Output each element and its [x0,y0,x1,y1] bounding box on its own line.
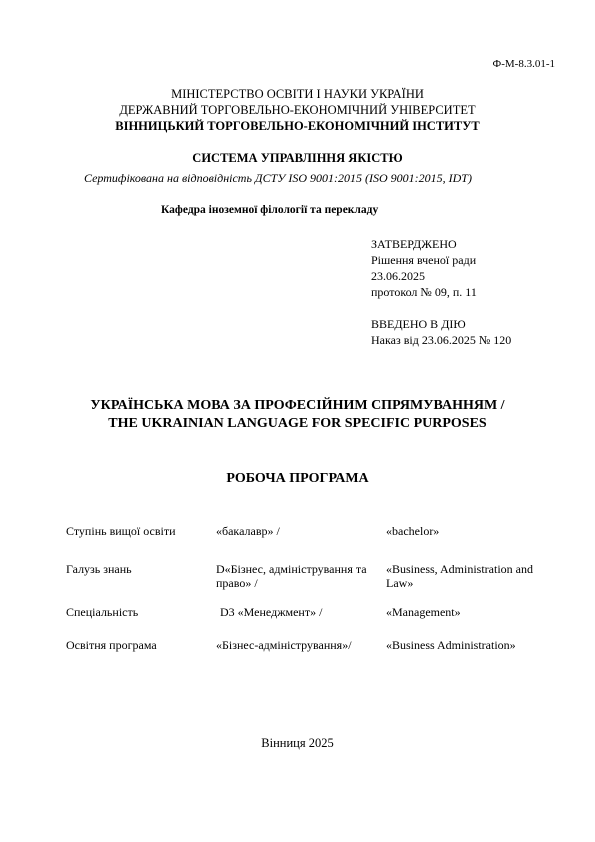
quality-system-title: СИСТЕМА УПРАВЛІННЯ ЯКІСТЮ [192,151,403,165]
detail-value-en: «Business Administration» [386,638,516,652]
approved-label: ЗАТВЕРДЖЕНО [371,237,457,251]
ministry-name: МІНІСТЕРСТВО ОСВІТИ І НАУКИ УКРАЇНИ [171,87,424,101]
detail-value-ua: D«Бізнес, адміністрування та право» / [216,562,367,590]
course-title-ua: УКРАЇНСЬКА МОВА ЗА ПРОФЕСІЙНИМ СПРЯМУВАННЯМ / [90,398,505,413]
detail-value-ua: «бакалавр» / [216,524,280,538]
institute-name: ВІННИЦЬКИЙ ТОРГОВЕЛЬНО-ЕКОНОМІЧНИЙ ІНСТИТУТ [115,119,480,133]
detail-value-en: «bachelor» [386,524,440,538]
course-title-en: THE UKRAINIAN LANGUAGE FOR SPECIFIC PURPOSES [108,416,487,431]
detail-value-en: «Business, Administration and Law» [386,562,533,590]
approval-date: 23.06.2025 [371,269,425,283]
document-type: РОБОЧА ПРОГРАМА [226,471,369,486]
quality-certification: Сертифікована на відповідність ДСТУ ISO 9001:2015 (ISO 9001:2015, IDT) [84,171,472,185]
approval-decision: Рішення вченої ради [371,253,477,267]
approval-protocol: протокол № 09, п. 11 [371,285,477,299]
detail-row [66,524,546,562]
department-name: Кафедра іноземної філології та перекладу [161,204,379,216]
introduced-label: ВВЕДЕНО В ДІЮ [371,317,466,331]
detail-row [66,605,546,638]
detail-label: Спеціальність [66,605,139,619]
detail-row [66,562,546,605]
form-code: Ф-М-8.3.01-1 [492,58,555,70]
detail-label: Ступінь вищої освіти [66,524,176,538]
detail-row [66,638,546,668]
order-reference: Наказ від 23.06.2025 № 120 [371,333,512,347]
program-details [66,524,546,668]
detail-value-ua: «Бізнес-адміністрування»/ [216,638,352,652]
detail-label: Галузь знань [66,562,132,576]
place-year: Вінниця 2025 [261,736,334,750]
university-name: ДЕРЖАВНИЙ ТОРГОВЕЛЬНО-ЕКОНОМІЧНИЙ УНІВЕРСИТЕТ [119,103,476,117]
detail-label: Освітня програма [66,638,157,652]
detail-value-ua: D3 «Менеджмент» / [220,605,323,619]
detail-value-en: «Management» [386,605,461,619]
